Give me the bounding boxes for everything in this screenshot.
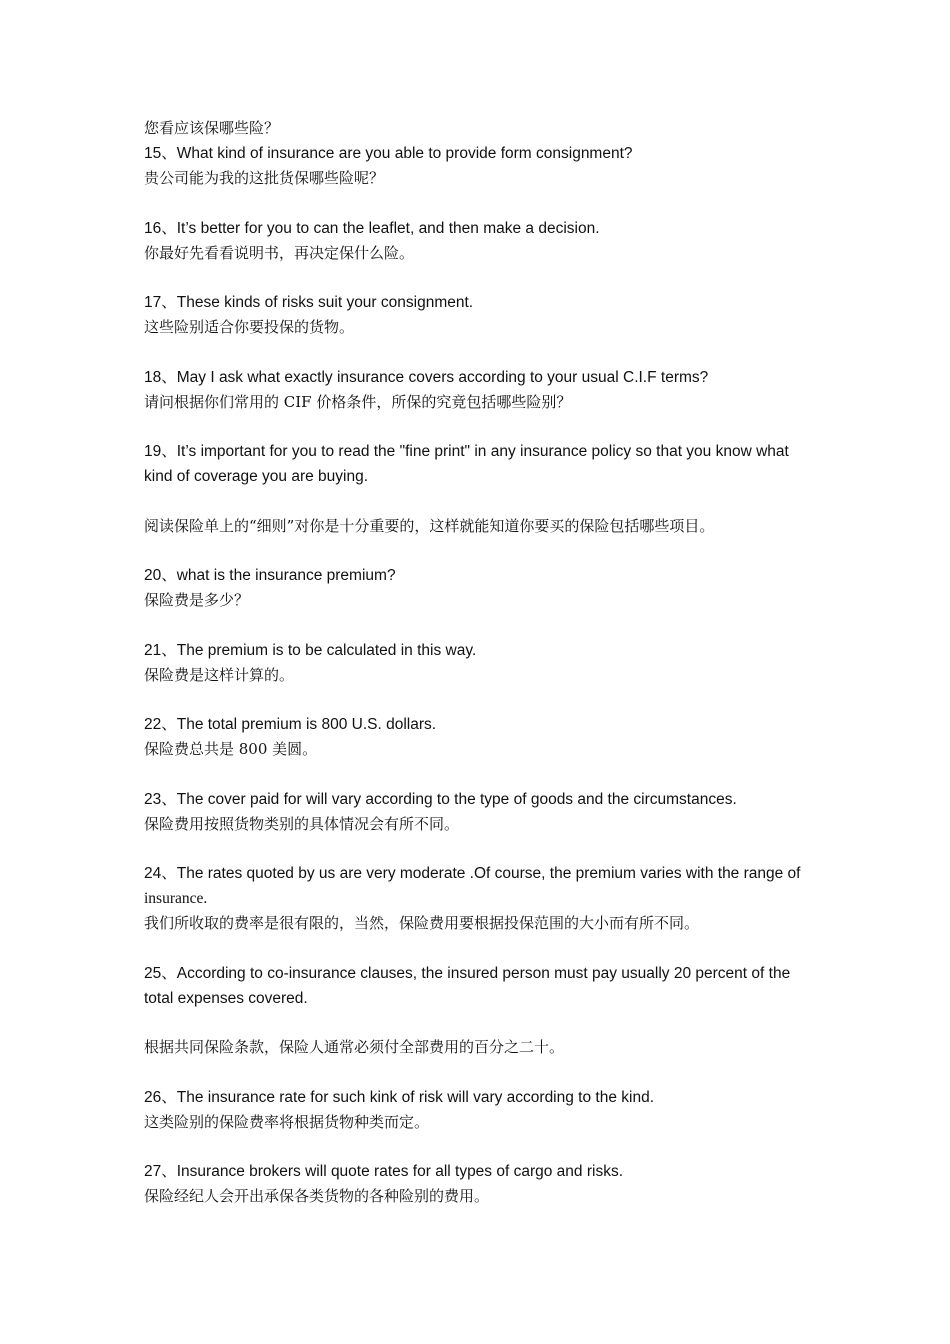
paragraph-gap (144, 489, 816, 514)
item-17 (144, 290, 816, 340)
item-24 (144, 861, 816, 936)
item-25-zh: 根据共同保险条款，保险人通常必须付全部费用的百分之二十。 (144, 1038, 565, 1056)
item-23 (144, 787, 816, 837)
item-24-en-tail: insurance. (144, 890, 208, 907)
item-22 (144, 712, 816, 762)
paragraph-gap (144, 539, 816, 564)
item-26 (144, 1085, 816, 1135)
item-23-zh: 保险费用按照货物类别的具体情况会有所不同。 (144, 814, 460, 833)
item-18-zh: 请问根据你们常用的 CIF 价格条件，所保的究竟包括哪些险别？ (144, 392, 572, 411)
item-26-en: 26、The insurance rate for such kink of risk will vary according to the kind. (144, 1088, 655, 1106)
item-21 (144, 638, 816, 688)
item-15-zh: 贵公司能为我的这批货保哪些险呢？ (144, 169, 385, 187)
item-23-en: 23、The cover paid for will vary according to the type of goods and the circumstances. (144, 790, 737, 808)
item-25-en: 25、According to co-insurance clauses, the insured person must pay usually 20 percent of the total expenses covered. (144, 964, 791, 1007)
paragraph-gap (144, 762, 816, 787)
paragraph-gap (144, 1060, 816, 1085)
item-18-en: 18、May I ask what exactly insurance covers according to your usual C.I.F terms? (144, 368, 709, 386)
item-20 (144, 563, 816, 613)
paragraph-gap (144, 415, 816, 440)
paragraph-gap (144, 340, 816, 365)
document-body (144, 116, 816, 1209)
item-16-zh: 你最好先看看说明书，再决定保什么险。 (144, 243, 415, 262)
intro-question-zh: 您看应该保哪些险？ (144, 119, 280, 137)
item-27 (144, 1159, 816, 1209)
item-24-zh: 我们所收取的费率是很有限的，当然，保险费用要根据投保范围的大小而有所不同。 (144, 914, 700, 932)
item-21-en: 21、The premium is to be calculated in this way. (144, 641, 477, 659)
paragraph-gap (144, 266, 816, 291)
item-22-zh: 保险费总共是 800 美圆。 (144, 740, 318, 758)
item-24-en-block (144, 861, 816, 911)
item-26-zh: 这类险别的保险费率将根据货物种类而定。 (144, 1112, 430, 1131)
paragraph-gap (144, 1011, 816, 1036)
paragraph-gap (144, 1135, 816, 1160)
item-15-en: 15、What kind of insurance are you able to provide form consignment? (144, 145, 633, 162)
paragraph-gap (144, 936, 816, 961)
item-19-zh: 阅读保险单上的“细则”对你是十分重要的，这样就能知道你要买的保险包括哪些项目。 (144, 516, 715, 535)
item-25 (144, 961, 816, 1061)
item-19-en: 19、It’s important for you to read the "fine print" in any insurance policy so that you know what kind of coverage you are buying. (144, 443, 789, 485)
item-20-en: 20、what is the insurance premium? (144, 567, 396, 584)
item-27-zh: 保险经纪人会开出承保各类货物的各种险别的费用。 (144, 1187, 490, 1205)
item-20-zh: 保险费是多少？ (144, 591, 250, 609)
item-15 (144, 141, 816, 191)
item-17-zh: 这些险别适合你要投保的货物。 (144, 318, 355, 336)
item-16-en: 16、It’s better for you to can the leaflet, and then make a decision. (144, 219, 600, 237)
item-18 (144, 365, 816, 415)
item-17-en: 17、These kinds of risks suit your consignment. (144, 294, 474, 311)
paragraph-gap (144, 837, 816, 862)
item-24-en: 24、The rates quoted by us are very moderate .Of course, the premium varies with the range of (144, 865, 801, 882)
item-27-en: 27、Insurance brokers will quote rates for all types of cargo and risks. (144, 1163, 624, 1180)
paragraph-gap (144, 688, 816, 713)
item-16 (144, 216, 816, 266)
item-22-en: 22、The total premium is 800 U.S. dollars. (144, 716, 437, 733)
paragraph-gap (144, 191, 816, 216)
item-21-zh: 保险费是这样计算的。 (144, 665, 295, 684)
item-19 (144, 439, 816, 539)
paragraph-gap (144, 613, 816, 638)
